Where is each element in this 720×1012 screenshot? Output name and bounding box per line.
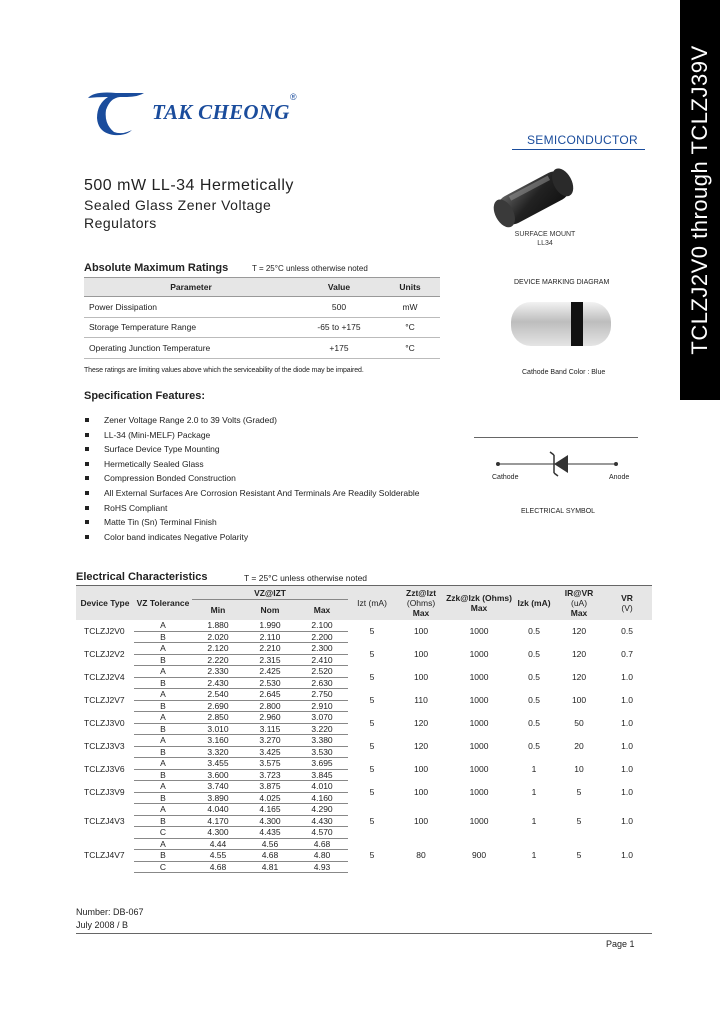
- abs-param: Operating Junction Temperature: [84, 338, 298, 359]
- list-item: All External Surfaces Are Corrosion Resistant And Terminals Are Readily Solderable: [84, 488, 419, 503]
- device-type-cell: TCLZJ4V3: [84, 815, 125, 826]
- vr-cell: 1.0: [621, 672, 633, 682]
- abs-max-table: [84, 277, 440, 359]
- vz-nom-cell: 4.165: [244, 804, 296, 816]
- zzt-cell: 100: [413, 672, 429, 682]
- tolerance-cell: B: [134, 850, 192, 862]
- vz-min-cell: 3.890: [192, 792, 244, 804]
- izk-cell: 0.5: [528, 626, 540, 636]
- zzk-cell: 1000: [469, 764, 489, 774]
- package-caption-line-1: SURFACE MOUNT: [514, 231, 576, 238]
- ir-cell: 120: [571, 626, 587, 636]
- table-row: [84, 297, 440, 318]
- izt-cell: 5: [369, 649, 375, 659]
- izt-cell: 5: [369, 695, 375, 705]
- col-izt: Izt (mA): [348, 586, 396, 620]
- vz-max-cell: 4.430: [296, 815, 348, 827]
- table-row: [76, 758, 652, 770]
- cathode-band-label: Cathode Band Color : Blue: [522, 369, 606, 376]
- table-row: [76, 781, 652, 793]
- vr-cell: 1.0: [621, 695, 633, 705]
- abs-max-condition-text: T = 25°C unless otherwise noted: [252, 264, 368, 273]
- col-ir-line-1: IR@VR: [564, 587, 594, 598]
- izk-cell: 1: [531, 787, 537, 797]
- device-type-cell: TCLZJ3V9: [84, 787, 125, 797]
- col-min: Min: [192, 600, 244, 620]
- tolerance-cell: A: [134, 620, 192, 632]
- vz-nom-cell: 3.875: [244, 781, 296, 793]
- table-row: [76, 712, 652, 724]
- vz-min-cell: 4.300: [192, 827, 244, 839]
- vz-max-cell: 3.530: [296, 746, 348, 758]
- vz-max-cell: 4.160: [296, 792, 348, 804]
- tolerance-cell: B: [134, 815, 192, 827]
- vr-cell: 1.0: [621, 764, 633, 774]
- abs-col-parameter: Parameter: [84, 278, 298, 297]
- vz-min-cell: 3.600: [192, 769, 244, 781]
- abs-units: mW: [380, 297, 440, 318]
- vz-min-cell: 2.540: [192, 689, 244, 701]
- col-vz-tolerance: VZ Tolerance: [134, 586, 192, 620]
- tolerance-cell: B: [134, 677, 192, 689]
- vz-max-cell: 2.630: [296, 677, 348, 689]
- side-title-text: TCLZJ2V0 through TCLZJ39V: [687, 45, 712, 355]
- page-number: Page 1: [606, 939, 635, 949]
- zzt-cell: 100: [413, 649, 429, 659]
- table-row: [76, 666, 652, 678]
- vz-min-cell: 2.020: [192, 631, 244, 643]
- vz-max-cell: 2.410: [296, 654, 348, 666]
- table-row: [76, 735, 652, 747]
- izk-cell: 0.5: [528, 741, 540, 751]
- tolerance-cell: A: [134, 781, 192, 793]
- izk-cell: 0.5: [528, 718, 540, 728]
- izt-cell: 5: [369, 718, 375, 728]
- vz-nom-cell: 3.723: [244, 769, 296, 781]
- vz-max-cell: 2.750: [296, 689, 348, 701]
- vz-max-cell: 3.220: [296, 723, 348, 735]
- abs-max-header-row: [84, 278, 440, 297]
- izk-cell: 1: [531, 815, 537, 826]
- symbol-divider: [474, 437, 638, 438]
- tolerance-cell: B: [134, 700, 192, 712]
- vz-max-cell: 3.695: [296, 758, 348, 770]
- tolerance-cell: A: [134, 689, 192, 701]
- marking-diagram-image: [505, 296, 617, 352]
- tolerance-cell: A: [134, 735, 192, 747]
- col-vz-izt: VZ@IZT: [192, 586, 348, 600]
- package-caption-line-2: LL34: [537, 240, 553, 247]
- brand-name: TAK CHEONG: [152, 100, 290, 124]
- list-item: Compression Bonded Construction: [84, 473, 419, 488]
- col-ir-line-3: Max: [570, 607, 588, 618]
- header-divider: [512, 149, 645, 150]
- list-item: Matte Tin (Sn) Terminal Finish: [84, 517, 419, 532]
- tolerance-cell: A: [134, 712, 192, 724]
- vz-max-cell: 3.070: [296, 712, 348, 724]
- vz-max-cell: 4.290: [296, 804, 348, 816]
- electrical-symbol-caption: ELECTRICAL SYMBOL: [521, 508, 596, 515]
- col-vr: [602, 586, 652, 620]
- vz-min-cell: 2.330: [192, 666, 244, 678]
- vz-nom-cell: 4.025: [244, 792, 296, 804]
- abs-value: +175: [298, 338, 380, 359]
- vz-nom-cell: 4.56: [244, 838, 296, 850]
- ir-cell: 10: [574, 764, 584, 774]
- col-vr-line-2: (V): [621, 602, 633, 613]
- table-row: [76, 689, 652, 701]
- vz-min-cell: 3.010: [192, 723, 244, 735]
- abs-max-heading: Absolute Maximum Ratings: [84, 262, 229, 274]
- col-vr-line-1: VR: [621, 592, 633, 603]
- col-device-type: Device Type: [76, 586, 134, 620]
- zzt-cell: 80: [416, 850, 426, 861]
- vr-cell: 1.0: [621, 741, 633, 751]
- vz-nom-cell: 2.210: [244, 643, 296, 655]
- abs-param: Storage Temperature Range: [84, 317, 298, 338]
- spec-heading: Specification Features:: [84, 390, 206, 402]
- vz-max-cell: 3.380: [296, 735, 348, 747]
- col-zzt: [396, 586, 446, 620]
- zzt-cell: 110: [414, 695, 428, 705]
- marking-diagram-title: DEVICE MARKING DIAGRAM: [514, 279, 610, 286]
- vz-nom-cell: 2.960: [244, 712, 296, 724]
- device-type-cell: TCLZJ2V7: [84, 695, 125, 705]
- vz-max-cell: 4.80: [296, 850, 348, 862]
- vr-cell: 0.5: [621, 626, 633, 636]
- table-row: [76, 804, 652, 816]
- title-line-2: Sealed Glass Zener Voltage: [84, 197, 272, 213]
- izt-cell: 5: [369, 787, 375, 797]
- col-zzk: Zzk@Izk (Ohms) Max: [446, 586, 512, 620]
- abs-param: Power Dissipation: [84, 297, 298, 318]
- title-line-1: 500 mW LL-34 Hermetically: [84, 177, 294, 194]
- zzt-cell: 100: [413, 815, 429, 826]
- vz-min-cell: 2.850: [192, 712, 244, 724]
- ir-cell: 5: [576, 850, 582, 861]
- zzk-cell: 1000: [469, 626, 489, 636]
- vz-min-cell: 1.880: [192, 620, 244, 632]
- izk-cell: 1: [531, 850, 537, 861]
- tolerance-cell: C: [134, 861, 192, 873]
- abs-max-note: These ratings are limiting values above which the serviceability of the diode may be impaired.: [84, 367, 364, 374]
- table-row: [84, 338, 440, 359]
- zzt-cell: 120: [413, 718, 429, 728]
- vz-max-cell: 2.520: [296, 666, 348, 678]
- vz-nom-cell: 2.800: [244, 700, 296, 712]
- izt-cell: 5: [369, 672, 375, 682]
- device-type-cell: TCLZJ2V2: [84, 649, 125, 659]
- device-type-cell: TCLZJ3V3: [84, 741, 125, 751]
- izt-cell: 5: [369, 741, 375, 751]
- electrical-header-row-1: [76, 586, 652, 600]
- col-zzt-line-2: (Ohms): [406, 597, 436, 608]
- izk-cell: 0.5: [528, 672, 540, 682]
- anode-label: Anode: [609, 474, 630, 481]
- vr-cell: 1.0: [621, 718, 633, 728]
- col-max: Max: [296, 600, 348, 620]
- list-item: Zener Voltage Range 2.0 to 39 Volts (Graded): [84, 415, 419, 430]
- ir-cell: 120: [571, 649, 587, 659]
- vz-nom-cell: 3.425: [244, 746, 296, 758]
- vz-max-cell: 4.68: [296, 838, 348, 850]
- tolerance-cell: B: [134, 723, 192, 735]
- feature-list: [84, 415, 419, 546]
- tolerance-cell: B: [134, 631, 192, 643]
- col-izk: Izk (mA): [512, 586, 556, 620]
- vz-max-cell: 2.300: [296, 643, 348, 655]
- vz-nom-cell: 2.315: [244, 654, 296, 666]
- ir-cell: 20: [574, 741, 584, 751]
- vz-nom-cell: 3.575: [244, 758, 296, 770]
- abs-max-condition: [252, 264, 368, 273]
- semiconductor-label: SEMICONDUCTOR: [527, 133, 639, 147]
- vz-min-cell: 3.455: [192, 758, 244, 770]
- tolerance-cell: B: [134, 654, 192, 666]
- vz-nom-cell: 2.645: [244, 689, 296, 701]
- col-ir-line-2: (uA): [571, 597, 588, 608]
- tolerance-cell: B: [134, 792, 192, 804]
- registered-mark: ®: [290, 92, 297, 102]
- vz-nom-cell: 1.990: [244, 620, 296, 632]
- vr-cell: 1.0: [621, 850, 633, 861]
- vr-cell: 1.0: [621, 787, 633, 797]
- vz-min-cell: 3.160: [192, 735, 244, 747]
- ir-cell: 50: [574, 718, 584, 728]
- footer-divider: [76, 933, 652, 934]
- vz-max-cell: 2.910: [296, 700, 348, 712]
- izt-cell: 5: [369, 626, 375, 636]
- vz-min-cell: 3.740: [192, 781, 244, 793]
- vz-nom-cell: 3.270: [244, 735, 296, 747]
- package-caption: [490, 230, 600, 248]
- vz-nom-cell: 4.300: [244, 815, 296, 827]
- vz-max-cell: 2.100: [296, 620, 348, 632]
- electrical-heading: Electrical Characteristics: [76, 571, 208, 583]
- ir-cell: 5: [576, 815, 582, 826]
- izt-cell: 5: [369, 815, 375, 826]
- vz-nom-cell: 4.435: [244, 827, 296, 839]
- abs-col-value: Value: [298, 278, 380, 297]
- ll34-package-image: [478, 157, 588, 237]
- document-date: July 2008 / B: [76, 920, 129, 930]
- col-nom: Nom: [244, 600, 296, 620]
- ir-cell: 120: [571, 672, 587, 682]
- zzt-cell: 100: [413, 764, 429, 774]
- vz-min-cell: 4.55: [192, 850, 244, 862]
- vz-max-cell: 4.93: [296, 861, 348, 873]
- vz-nom-cell: 2.530: [244, 677, 296, 689]
- tolerance-cell: C: [134, 827, 192, 839]
- zzt-cell: 120: [413, 741, 429, 751]
- col-zzt-line-3: Max: [412, 607, 430, 618]
- izt-cell: 5: [369, 764, 375, 774]
- list-item: Surface Device Type Mounting: [84, 444, 419, 459]
- vz-max-cell: 3.845: [296, 769, 348, 781]
- vz-min-cell: 2.220: [192, 654, 244, 666]
- device-type-cell: TCLZJ3V6: [84, 764, 125, 774]
- vz-nom-cell: 4.81: [244, 861, 296, 873]
- col-zzt-line-1: Zzt@Izt: [406, 587, 437, 598]
- tolerance-cell: A: [134, 758, 192, 770]
- vz-min-cell: 2.690: [192, 700, 244, 712]
- abs-units: °C: [380, 338, 440, 359]
- tolerance-cell: A: [134, 643, 192, 655]
- abs-units: °C: [380, 317, 440, 338]
- izt-cell: 5: [369, 850, 375, 861]
- vz-min-cell: 4.44: [192, 838, 244, 850]
- vz-min-cell: 4.68: [192, 861, 244, 873]
- zzk-cell: 1000: [469, 718, 489, 728]
- vz-min-cell: 3.320: [192, 746, 244, 758]
- list-item: RoHS Compliant: [84, 503, 419, 518]
- vr-cell: 1.0: [621, 815, 633, 826]
- device-type-cell: TCLZJ2V0: [84, 626, 125, 636]
- abs-value: 500: [298, 297, 380, 318]
- zzk-cell: 1000: [469, 649, 489, 659]
- vz-nom-cell: 2.425: [244, 666, 296, 678]
- electrical-table-body: [76, 620, 652, 873]
- vz-min-cell: 4.170: [192, 815, 244, 827]
- vz-max-cell: 4.010: [296, 781, 348, 793]
- table-row: [76, 643, 652, 655]
- zzk-cell: 900: [471, 850, 487, 861]
- table-row: [84, 317, 440, 338]
- list-item: Color band indicates Negative Polarity: [84, 532, 419, 547]
- vz-nom-cell: 4.68: [244, 850, 296, 862]
- table-row: [76, 838, 652, 850]
- cathode-label: Cathode: [492, 474, 519, 481]
- vz-nom-cell: 2.110: [244, 631, 296, 643]
- list-item: LL-34 (Mini-MELF) Package: [84, 430, 419, 445]
- list-item: Hermetically Sealed Glass: [84, 459, 419, 474]
- tak-cheong-logo-icon: [86, 90, 146, 136]
- vz-min-cell: 2.430: [192, 677, 244, 689]
- zzk-cell: 1000: [469, 695, 489, 705]
- table-row: [76, 620, 652, 632]
- zzt-cell: 100: [413, 626, 429, 636]
- zzk-cell: 1000: [469, 672, 489, 682]
- tolerance-cell: A: [134, 804, 192, 816]
- zzt-cell: 100: [413, 787, 429, 797]
- tolerance-cell: A: [134, 666, 192, 678]
- tolerance-cell: B: [134, 769, 192, 781]
- zzk-cell: 1000: [469, 741, 489, 751]
- izk-cell: 1: [531, 764, 537, 774]
- vz-max-cell: 4.570: [296, 827, 348, 839]
- ir-cell: 5: [576, 787, 582, 797]
- side-title-bar: [680, 0, 720, 400]
- vr-cell: 0.7: [621, 649, 633, 659]
- zzk-cell: 1000: [469, 787, 489, 797]
- document-number: Number: DB-067: [76, 907, 144, 917]
- tolerance-cell: B: [134, 746, 192, 758]
- title-line-3: Regulators: [84, 215, 157, 231]
- vz-min-cell: 4.040: [192, 804, 244, 816]
- izk-cell: 0.5: [528, 649, 540, 659]
- vz-nom-cell: 3.115: [244, 723, 296, 735]
- ir-cell: 100: [571, 695, 587, 705]
- col-ir: [556, 586, 602, 620]
- tolerance-cell: A: [134, 838, 192, 850]
- vz-max-cell: 2.200: [296, 631, 348, 643]
- device-type-cell: TCLZJ3V0: [84, 718, 125, 728]
- abs-value: -65 to +175: [298, 317, 380, 338]
- abs-col-units: Units: [380, 278, 440, 297]
- electrical-table: [76, 585, 652, 873]
- electrical-condition: T = 25°C unless otherwise noted: [244, 573, 368, 583]
- vz-min-cell: 2.120: [192, 643, 244, 655]
- device-type-cell: TCLZJ2V4: [84, 672, 125, 682]
- device-type-cell: TCLZJ4V7: [84, 850, 125, 861]
- izk-cell: 0.5: [528, 695, 540, 705]
- zzk-cell: 1000: [469, 815, 489, 826]
